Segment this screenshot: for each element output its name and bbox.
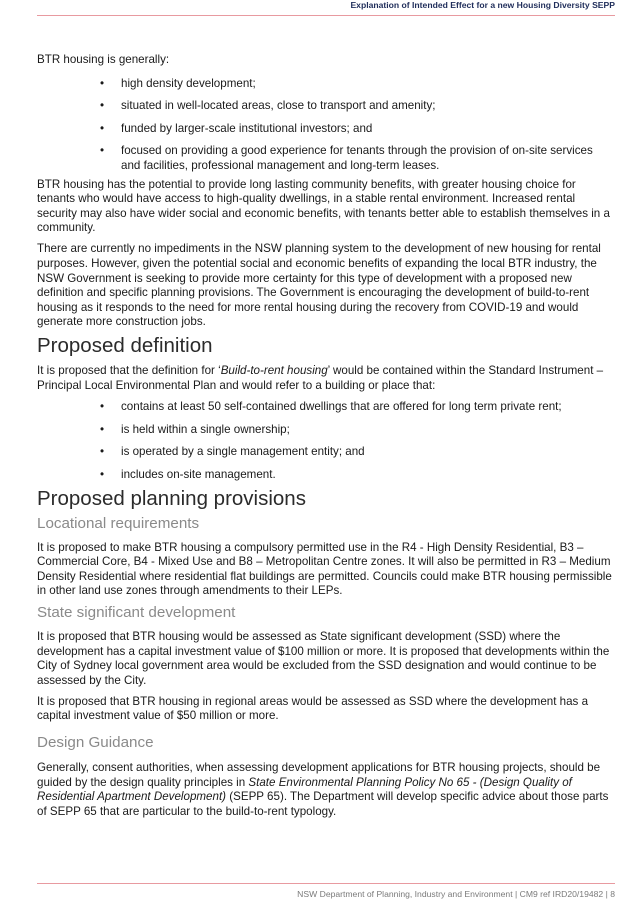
list-item: • includes on-site management. — [37, 468, 615, 483]
design-text-end: (SEPP 65). The Department will develop specific advice about those parts of SEPP 65 that are particular to the build-to-rent typology. — [37, 790, 609, 818]
ssd-heading: State significant development — [37, 603, 236, 621]
ssd-text-1: It is proposed that BTR housing would be assessed as State significant development (SSD) where the development has a capital investment value of $100 million or more. It is proposed that developments within the City of Sydney local government area would be excluded from the SSD designation and would continue to be assessed by the City. — [37, 629, 610, 687]
btr-characteristics-list — [37, 77, 615, 174]
definition-term: Build-to-rent housing — [220, 364, 328, 377]
ssd-text-2: It is proposed that BTR housing in regional areas would be assessed as SSD where the development has a capital investment value of $50 million or more. — [37, 694, 589, 723]
list-item: • is operated by a single management entity; and — [37, 445, 615, 460]
list-item: • funded by larger-scale institutional investors; and — [37, 122, 615, 137]
list-item: • contains at least 50 self-contained dwellings that are offered for long term private rent; — [37, 400, 615, 415]
proposed-definition-heading: Proposed definition — [37, 334, 213, 357]
sepp65-title: State Environmental Planning Policy No 65 - (Design Quality of Residential Apartment Development) — [37, 775, 572, 804]
definition-intro-end: ’ would be contained within the Standard Instrument – Principal Local Environmental Plan and would refer to a building or place that: — [37, 364, 604, 392]
impediments-paragraph: There are currently no impediments in the NSW planning system to the development of new housing for rental purposes. However, given the potential social and economic benefits of expanding the local BTR industry, the NSW Government is seeking to provide more certainty for this type of development with a proposed new definition and specific planning provisions. The Government is encouraging the development of build-to-rent housing as it responds to the need for more rental housing during the recovery from COVID-19 and would generate more construction jobs. — [37, 242, 601, 329]
design-guidance-heading: Design Guidance — [37, 734, 154, 751]
list-item: • focused on providing a good experience for tenants through the provision of on-site services and facilities, professional management and long-term leases. — [37, 144, 615, 173]
intro-lead: BTR housing is generally: — [37, 53, 170, 66]
header-title: Explanation of Intended Effect for a new Housing Diversity SEPP — [350, 0, 615, 10]
definition-criteria-list — [37, 400, 615, 482]
list-item: • situated in well-located areas, close to transport and amenity; — [37, 99, 615, 114]
design-guidance-text — [37, 761, 615, 819]
locational-requirements-text: It is proposed to make BTR housing a compulsory permitted use in the R4 - High Density Residential, B3 – Commercial Core, B4 - Mixed Use and B8 – Metropolitan Centre zones. It will also be permitted in R3 – Medium Density Residential where residential flat buildings are permitted. Councils could make BTR housing permissible in other land use zones through amendments to their LEPs. — [37, 540, 612, 598]
header-divider — [37, 15, 615, 16]
definition-intro-start: It is proposed that the definition for ‘ — [37, 364, 221, 377]
list-item: • is held within a single ownership; — [37, 423, 615, 438]
footer-divider — [37, 883, 615, 884]
footer-reference: NSW Department of Planning, Industry and Environment | CM9 ref IRD20/19482 | 8 — [297, 889, 615, 899]
design-text-start: Generally, consent authorities, when assessing development applications for BTR housing projects, should be guided by the design quality principles in — [37, 761, 601, 789]
list-item: • high density development; — [37, 77, 615, 92]
definition-intro — [37, 364, 615, 393]
proposed-provisions-heading: Proposed planning provisions — [37, 486, 306, 510]
locational-requirements-heading: Locational requirements — [37, 514, 200, 532]
page-content — [37, 53, 615, 819]
benefits-paragraph: BTR housing has the potential to provide long lasting community benefits, with greater housing choice for tenants who would have access to high-quality dwellings, in a stable rental environment. Increased rental security may also have wider social and economic benefits, with tenants better able to establish themselves in a community. — [37, 177, 610, 235]
